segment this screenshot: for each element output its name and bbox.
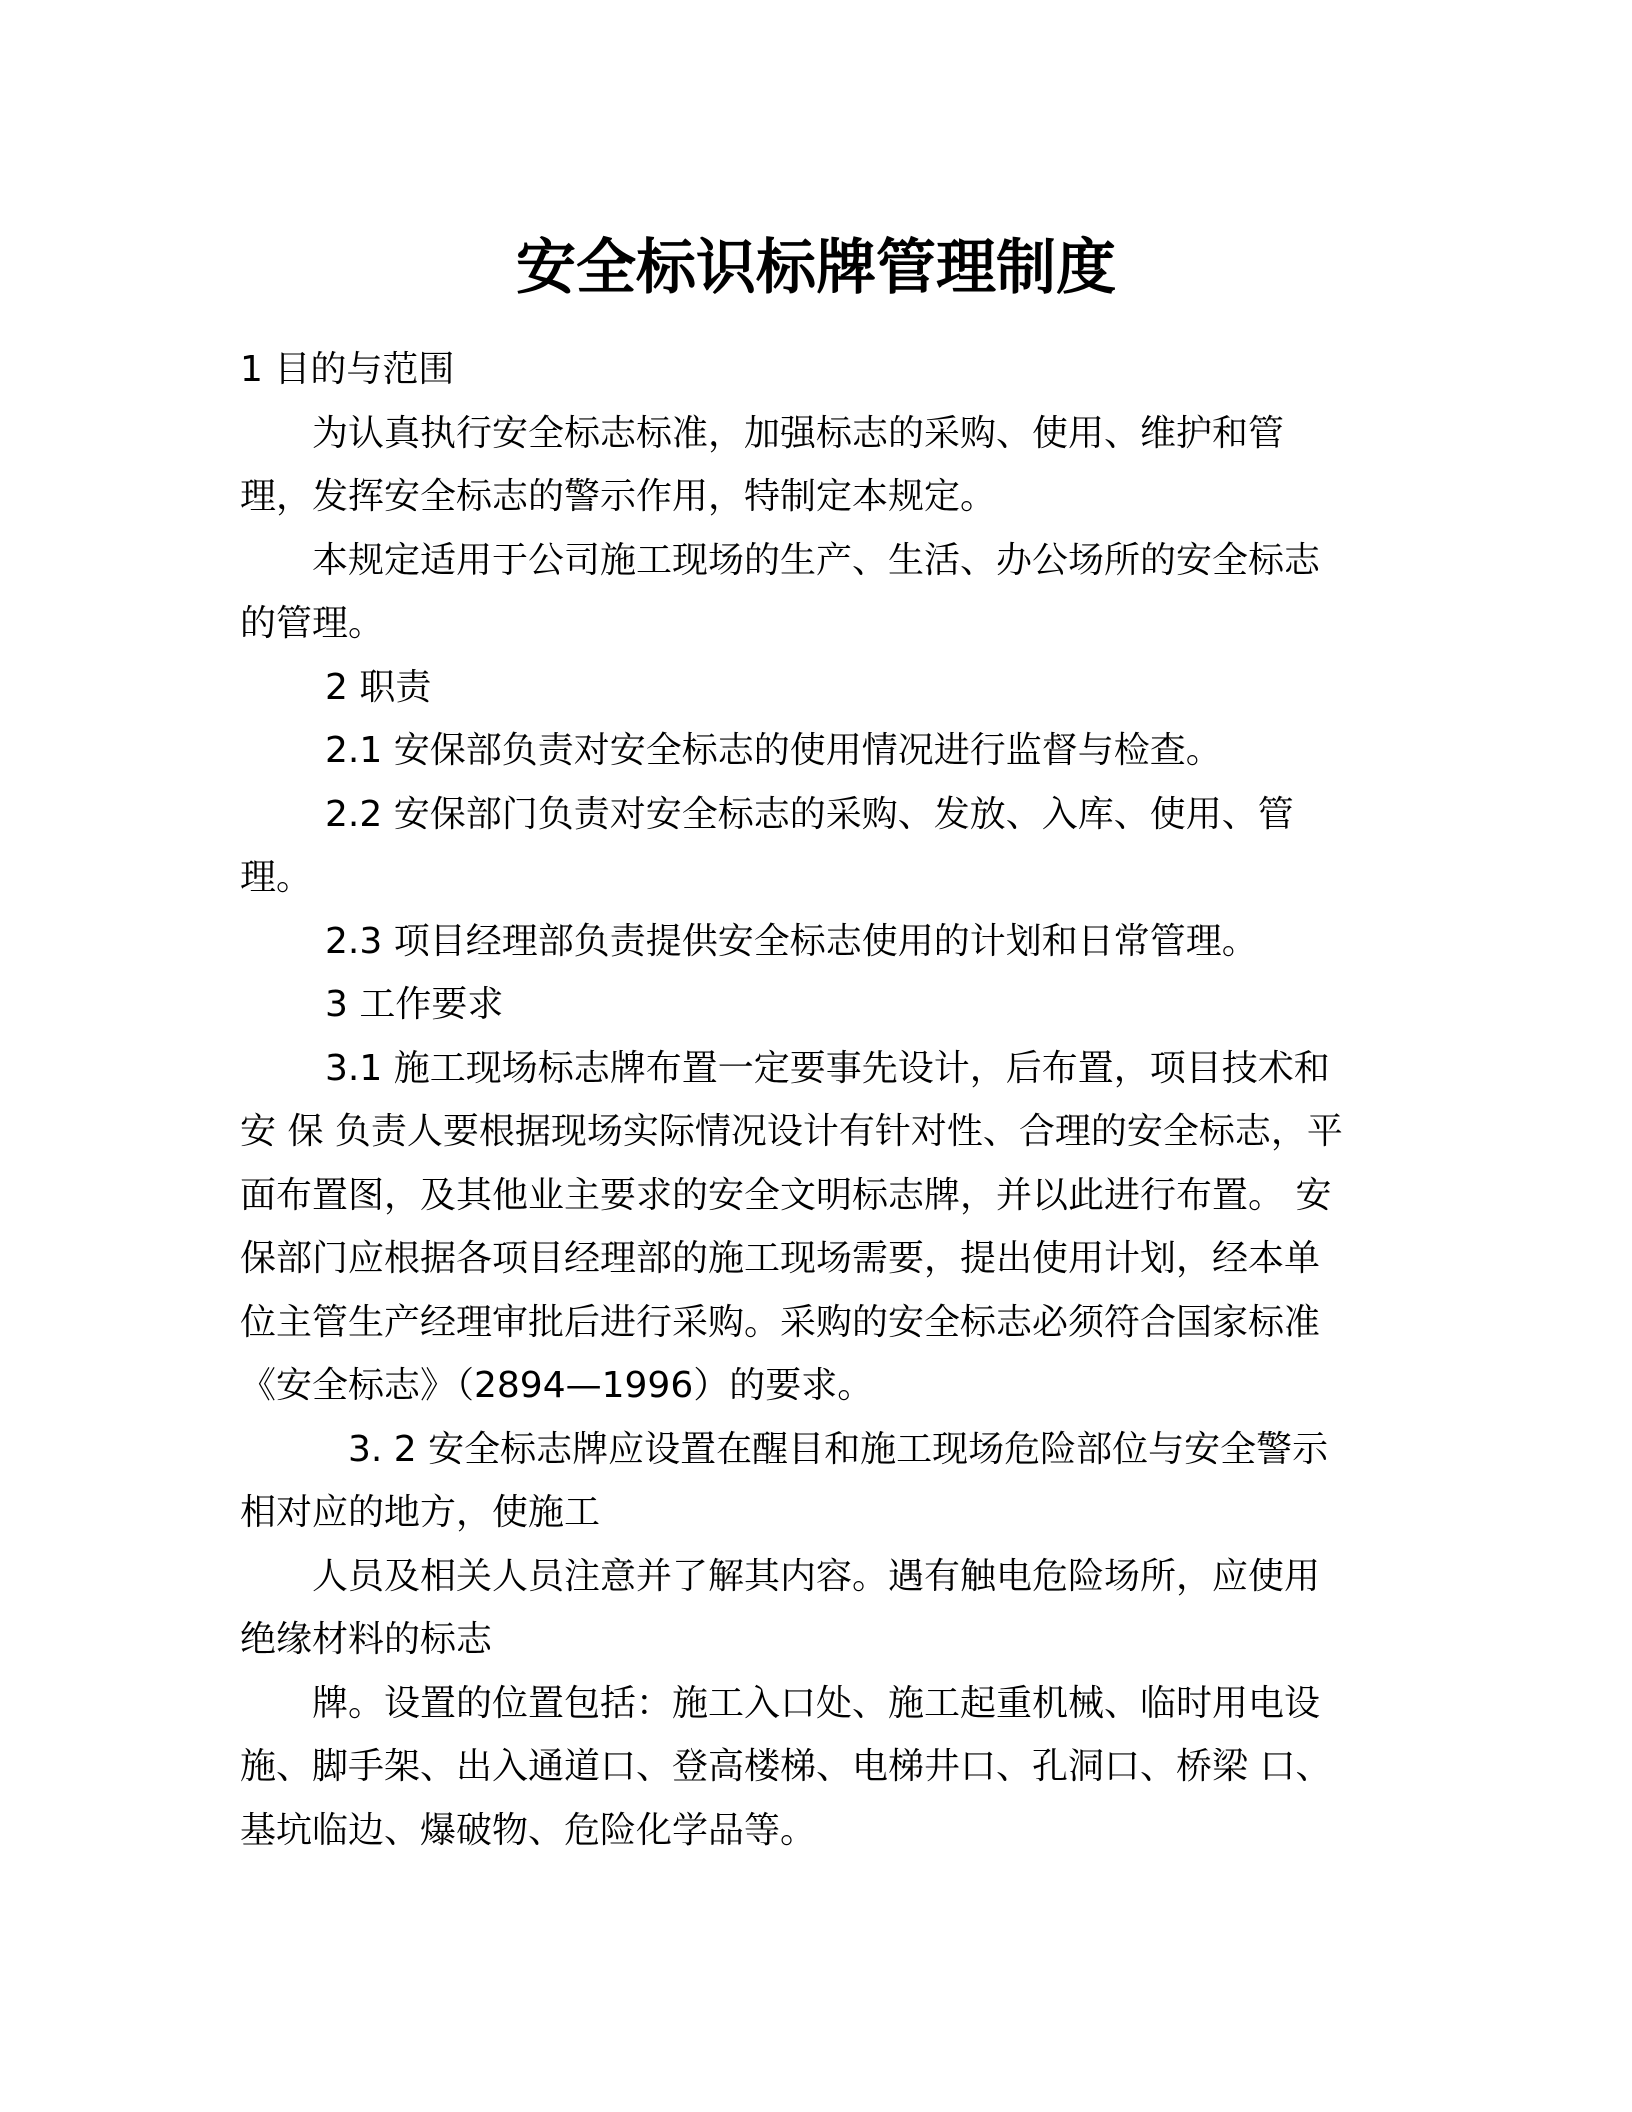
paragraph-line: 2.3 项目经理部负责提供安全标志使用的计划和日常管理。	[325, 921, 1258, 962]
paragraph-line: 绝缘材料的标志	[240, 1619, 493, 1660]
paragraph-line: 理。	[240, 857, 313, 898]
section-heading-2: 2 职责	[325, 667, 432, 708]
paragraph-line: 2.1 安保部负责对安全标志的使用情况进行监督与检查。	[325, 730, 1222, 771]
paragraph-line: 本规定适用于公司施工现场的生产、生活、办公场所的安全标志	[312, 540, 1321, 581]
paragraph-line: 人员及相关人员注意并了解其内容。遇有触电危险场所，应使用	[312, 1556, 1321, 1597]
paragraph-line: 的管理。	[240, 603, 385, 644]
paragraph-line: 为认真执行安全标志标准，加强标志的采购、使用、维护和管	[312, 413, 1285, 454]
paragraph-line: 基坑临边、爆破物、危险化学品等。	[240, 1810, 817, 1851]
paragraph-line: 3. 2 安全标志牌应设置在醒目和施工现场危险部位与安全警示	[348, 1429, 1329, 1470]
paragraph-line: 安 保 负责人要根据现场实际情况设计有针对性、合理的安全标志，平	[240, 1111, 1343, 1152]
section-heading-1: 1 目的与范围	[240, 349, 455, 390]
page-title: 安全标识标牌管理制度	[516, 233, 1116, 303]
paragraph-line: 施、脚手架、出入通道口、登高楼梯、电梯井口、孔洞口、桥梁 口、	[240, 1746, 1332, 1787]
paragraph-line: 《安全标志》（2894—1996）的要求。	[240, 1365, 874, 1406]
paragraph-line: 相对应的地方，使施工	[240, 1492, 601, 1533]
paragraph-line: 2.2 安保部门负责对安全标志的采购、发放、入库、使用、管	[325, 794, 1294, 835]
paragraph-line: 3.1 施工现场标志牌布置一定要事先设计，后布置，项目技术和	[325, 1048, 1330, 1089]
paragraph-line: 位主管生产经理审批后进行采购。采购的安全标志必须符合国家标准	[240, 1302, 1321, 1343]
section-heading-3: 3 工作要求	[325, 984, 504, 1025]
paragraph-line: 牌。设置的位置包括：施工入口处、施工起重机械、临时用电设	[312, 1683, 1321, 1724]
paragraph-line: 保部门应根据各项目经理部的施工现场需要，提出使用计划，经本单	[240, 1238, 1321, 1279]
paragraph-line: 面布置图，及其他业主要求的安全文明标志牌，并以此进行布置。 安	[240, 1175, 1332, 1216]
paragraph-line: 理，发挥安全标志的警示作用，特制定本规定。	[240, 476, 997, 517]
